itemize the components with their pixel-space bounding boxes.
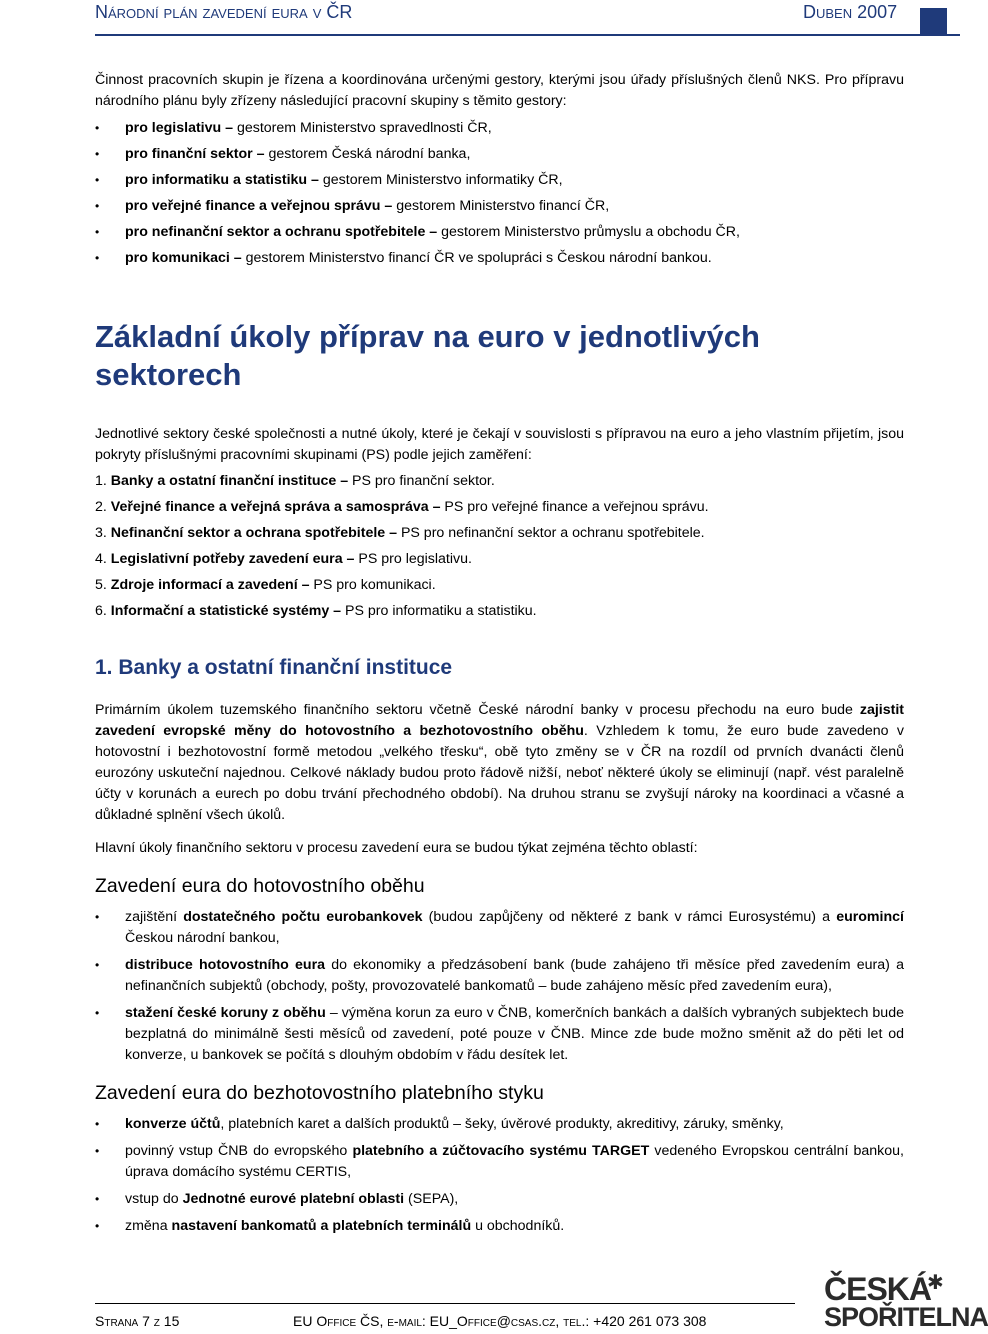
- bullet-icon: •: [95, 1144, 100, 1158]
- working-groups-list: [95, 118, 904, 269]
- subsection-title-cashless: Zavedení eura do bezhotovostního platebního styku: [95, 1082, 544, 1104]
- logo-text-line1: ČESKÁ: [824, 1271, 932, 1307]
- list-item: 4. Legislativní potřeby zavedení eura – PS pro legislativu.: [95, 551, 472, 567]
- bullet-icon: •: [95, 225, 100, 239]
- list-item: 6. Informační a statistické systémy – PS pro informatiku a statistiku.: [95, 603, 537, 619]
- list-item: • stažení české koruny z oběhu – výměna korun za euro v ČNB, komerčních bankách a dalších vybraných subjektech bude bezplatná do minimálně šesti měsíců od zavedení, poté pouze v ČNB. Mince zde bude možno směnit až do pěti let od konverze, u bankovek se počítá s dlouhým obdobím v řádu desítek let.: [95, 1005, 904, 1063]
- cash-tasks-list: [95, 907, 904, 1066]
- section-title-banks: 1. Banky a ostatní finanční instituce: [95, 656, 453, 679]
- list-item: • pro komunikaci – gestorem Ministerstvo financí ČR ve spolupráci s Českou národní bankou.: [95, 248, 904, 269]
- bullet-icon: •: [95, 121, 100, 135]
- main-tasks-intro: Jednotlivé sektory české společnosti a nutné úkoly, které je čekají v souvislosti s přípravou na euro a jeho vlastním přijetím, jsou pokryty příslušnými pracovními skupinami (PS) podle jejich zaměření:: [95, 426, 904, 463]
- list-item: • změna nastavení bankomatů a platebních terminálů u obchodníků.: [95, 1216, 904, 1237]
- list-item: • pro veřejné finance a veřejnou správu – gestorem Ministerstvo financí ČR,: [95, 196, 904, 217]
- list-item: 2. Veřejné finance a veřejná správa a samospráva – PS pro veřejné finance a veřejnou správu.: [95, 499, 709, 515]
- logo-star-icon: ✱: [927, 1272, 944, 1294]
- section-title-main-tasks: Základní úkoly příprav na euro v jednotlivých sektorech: [95, 319, 760, 392]
- list-item: • pro finanční sektor – gestorem Česká národní banka,: [95, 144, 904, 165]
- bullet-icon: •: [95, 173, 100, 187]
- header-date: Duben 2007: [803, 2, 898, 22]
- header-divider: [95, 34, 960, 36]
- list-item: • pro nefinanční sektor a ochranu spotřebitele – gestorem Ministerstvo průmyslu a obchodu ČR,: [95, 222, 904, 243]
- header-title: Národní plán zavedení eura v ČR: [95, 2, 353, 22]
- banks-paragraph-2: Hlavní úkoly finančního sektoru v procesu zavedení eura se budou týkat zejména těchto oblastí:: [95, 840, 698, 856]
- bullet-icon: •: [95, 251, 100, 265]
- list-item: • vstup do Jednotné eurové platební oblasti (SEPA),: [95, 1189, 904, 1210]
- ceska-sporitelna-logo: [822, 1271, 988, 1332]
- bullet-icon: •: [95, 1219, 100, 1233]
- list-item: 1. Banky a ostatní finanční instituce – PS pro finanční sektor.: [95, 473, 495, 489]
- bullet-icon: •: [95, 1006, 100, 1020]
- bullet-icon: •: [95, 958, 100, 972]
- bullet-icon: •: [95, 147, 100, 161]
- list-item: • zajištění dostatečného počtu eurobankovek (budou zapůjčeny od některé z bank v rámci Eurosystému) a euromincí Českou národní bankou,: [95, 909, 904, 946]
- list-item: 3. Nefinanční sektor a ochrana spotřebitele – PS pro nefinanční sektor a ochranu spotřebitele.: [95, 525, 705, 541]
- list-item: • pro informatiku a statistiku – gestorem Ministerstvo informatiky ČR,: [95, 170, 904, 191]
- list-item: • povinný vstup ČNB do evropského platebního a zúčtovacího systému TARGET vedeného Evropskou centrální bankou, úprava domácího systému CERTIS,: [95, 1143, 905, 1180]
- list-item: • distribuce hotovostního eura do ekonomiky a předzásobení bank (bude zahájeno tři měsíce před zavedením eura) a nefinančních subjektů (obchody, pošty, provozovatelé bankomatů – bude zahájeno měsíc před zavedením eura),: [95, 957, 904, 994]
- cashless-tasks-list: [95, 1114, 904, 1237]
- list-item: • pro legislativu – gestorem Ministerstvo spravedlnosti ČR,: [95, 118, 904, 139]
- bullet-icon: •: [95, 910, 100, 924]
- list-item: • konverze účtů, platebních karet a dalších produktů – šeky, úvěrové produkty, akreditivy, záruky, směnky,: [95, 1114, 904, 1135]
- sectors-list: [95, 471, 904, 622]
- footer-divider: [95, 1303, 795, 1304]
- bullet-icon: •: [95, 199, 100, 213]
- intro-paragraph: Činnost pracovních skupin je řízena a koordinována určenými gestory, kterými jsou úřady příslušných členů NKS. Pro přípravu národního plánu byly zřízeny následující pracovní skupiny s těmito gestory:: [95, 72, 904, 109]
- page-header: [0, 0, 960, 44]
- list-item: 5. Zdroje informací a zavedení – PS pro komunikaci.: [95, 577, 436, 593]
- header-square: [920, 8, 947, 35]
- logo-text-line2: SPOŘITELNA: [824, 1302, 988, 1332]
- footer-contact: EU Office ČS, e-mail: EU_Office@csas.cz, tel.: +420 261 073 308: [293, 1313, 707, 1329]
- bullet-icon: •: [95, 1192, 100, 1206]
- banks-paragraph-1: Primárním úkolem tuzemského finančního sektoru včetně České národní banky v procesu přechodu na euro bude zajistit zavedení evropské měny do hotovostního a bezhotovostního oběhu. Vzhledem k tomu, že euro bude zavedeno v hotovostní i bezhotovostní formě metodou „velkého třesku“, obě tyto změny se v ČR na rozdíl od prvních dvanácti členů eurozóny uskuteční najednou. Celkové náklady budou proto řádově nižší, neboť některé úkoly se eliminují (např. vést paralelně účty v korunách a eurech po dobu trvání přechodného období). Na druhou stranu se zvyšují nároky na koordinaci a včasné a důkladné splnění všech úkolů.: [95, 702, 904, 823]
- subsection-title-cash: Zavedení eura do hotovostního oběhu: [95, 875, 425, 897]
- document-body: [95, 70, 904, 1237]
- bullet-icon: •: [95, 1117, 100, 1131]
- footer-page-number: Strana 7 z 15: [95, 1313, 180, 1329]
